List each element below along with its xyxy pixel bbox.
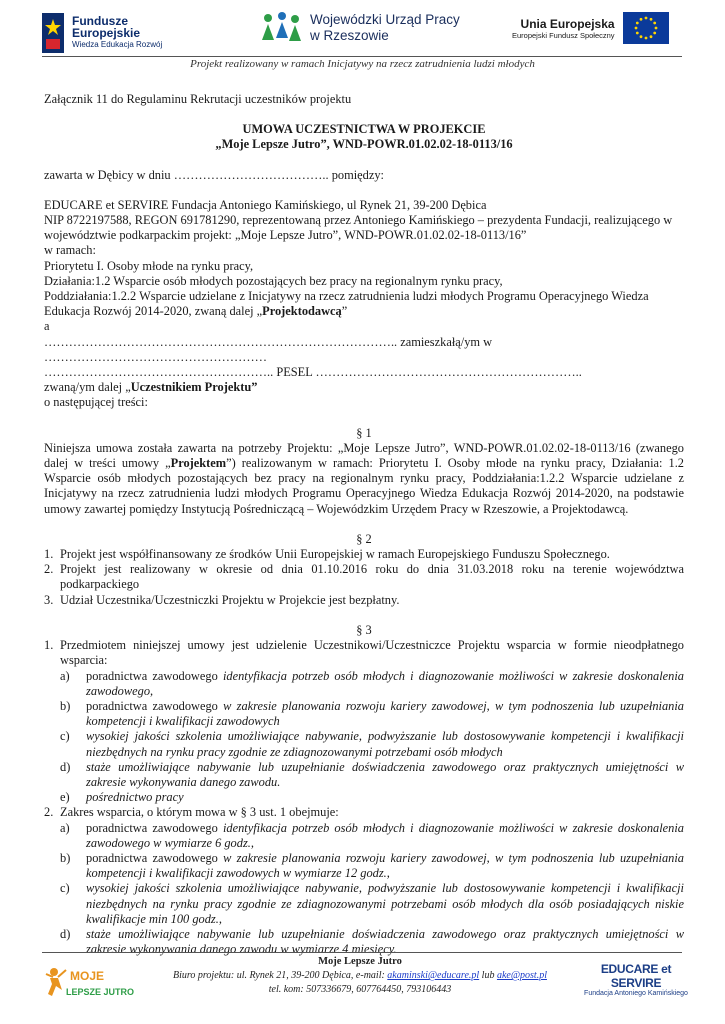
party-line-5: Działania:1.2 Wsparcie osób młodych pozostających bez pracy na regionalnym rynku pracy, (44, 273, 503, 288)
fe-line-2: Europejskie (72, 26, 141, 40)
section-3-point-1-list (44, 669, 684, 806)
eu-flag-icon (623, 12, 669, 44)
moje-logo-text-1: MOJE (70, 969, 105, 983)
doc-title-1: UMOWA UCZESTNICTWA W PROJEKCIE (242, 122, 486, 137)
attachment-line: Załącznik 11 do Regulaminu Rekrutacji uczestników projektu (44, 92, 352, 106)
section-3-point-1: 1. Przedmiotem niniejszej umowy jest udzielenie Uczestnikowi/Uczestniczce Projektu wsparcia w formie nieodpłatnego wsparcia: (44, 638, 684, 668)
unia-europejska-logo (512, 12, 669, 44)
header-caption: Projekt realizowany w ramach Inicjatywy na rzecz zatrudnienia ludzi młodych (190, 58, 535, 70)
fe-line-1: Fundusze (72, 14, 128, 28)
sub-list-item: b) poradnictwa zawodowego w zakresie planowania rozwoju kariery zawodowej, w tym podnoszenia lub uzupełniania kompetencji i kwalifikacji zawodowych (60, 698, 684, 729)
footer-divider (42, 952, 682, 953)
participant-fill-line-1: ………………………………………………………………………….. zamieszkałą/ym w ……………………………………………… (44, 334, 493, 364)
moje-lepsze-jutro-logo (44, 962, 135, 1002)
uczestnik-term: Uczestnikiem Projektu” (130, 380, 258, 395)
wup-line-2: w Rzeszowie (310, 28, 389, 43)
email-link-1[interactable]: akaminski@educare.pl (387, 970, 480, 981)
sub-list-item: d) staże umożliwiające nabywanie lub uzupełnianie doświadczenia zawodowego oraz praktycznych umiejętności w zakresie wykonywania danego zawodu. (60, 759, 684, 789)
educare-logo-text: EDUCARE et SERVIRE (600, 962, 672, 990)
list-item: 1. Projekt jest współfinansowany ze środków Unii Europejskiej w ramach Europejskiego Funduszu Społecznego. (44, 547, 610, 562)
section-2-heading: § 2 (356, 531, 372, 546)
educare-logo-subtext: Fundacja Antoniego Kamińskiego (584, 990, 688, 997)
footer-title: Moje Lepsze Jutro (318, 956, 402, 967)
footer-text (140, 955, 580, 997)
section-3-point-2-list (44, 821, 684, 958)
participant-fill-line-2: ……………………………………………….. PESEL ……………………………………………………….. (44, 365, 582, 380)
page-header (0, 0, 725, 70)
sub-list-item: a) poradnictwa zawodowego identyfikacja potrzeb osób młodych i diagnozowanie możliwości w zakresie doskonalenia zawodowego, (60, 668, 684, 698)
ue-line-1: Unia Europejska (520, 16, 615, 31)
sub-list-item: c) wysokiej jakości szkolenia umożliwiające nabywanie, podwyższanie lub dostosowywanie kompetencji i kwalifikacji niezbędnych na rynku pracy zgodnie ze zdiagnozowanymi potrzebami osób młodych dla osób posiadających niskie kwalifikacje min 100 godz., (60, 881, 684, 926)
header-divider (42, 56, 682, 57)
document-body (44, 92, 684, 957)
party-line-1: EDUCARE et SERVIRE Fundacja Antoniego Kamińskiego, ul Rynek 21, 39-200 Dębica (44, 197, 487, 212)
section-1-text: Niniejsza umowa została zawarta na potrzeby Projektu: „Moje Lepsze Jutro”, WND-POWR.01.02.02-18-0113/16 (zwanego dalej w treści umowy „Projektem”) realizowanym w ramach: Priorytetu I. Osoby młode na rynku pracy, Działania: 1.2 Wsparcie osób młodych pozostających bez pracy na regionalnym rynku pracy, Poddziałania:1.2.2 Wsparcie udzielane z Inicjatywy na rzecz zatrudnienia ludzi młodych Programu Operacyjnego Wiedza Edukacja Rozwój 2014-2020, na podstawie umowy zawartej pomiędzy Instytucją Pośredniczącą – Wojewódzkim Urzędem Pracy w Rzeszowie, a Projektodawcą. (44, 440, 684, 516)
section-3-heading: § 3 (356, 622, 372, 637)
footer-phones: tel. kom: 507336679, 607764450, 793106443 (268, 984, 452, 995)
list-item: 2. Projekt jest realizowany w okresie od dnia 01.10.2016 roku do dnia 31.03.2018 roku na terenie województwa podkarpackiego (44, 562, 684, 592)
wup-line-1: Wojewódzki Urząd Pracy (310, 12, 460, 27)
party-line-3: w ramach: (44, 243, 96, 258)
section-3-point-2: 2. Zakres wsparcia, o którym mowa w § 3 ust. 1 obejmuje: (44, 805, 339, 820)
sub-list-item: e) pośrednictwo pracy (60, 790, 184, 805)
sub-list-item: c) wysokiej jakości szkolenia umożliwiające nabywanie, podwyższanie lub dostosowywanie kompetencji i kwalifikacji niezbędnych na rynku pracy zgodnie ze zdiagnozowanymi potrzebami osób młodych (60, 729, 684, 759)
section-1-heading: § 1 (356, 425, 372, 440)
list-item: 3. Udział Uczestnika/Uczestniczki Projektu w Projekcie jest bezpłatny. (44, 592, 400, 607)
party-line-6: Poddziałania:1.2.2 Wsparcie udzielane z Inicjatywy na rzecz zatrudnienia ludzi młodych Programu Operacyjnego Wiedza Edukacja Rozwój 2014-2020, zwaną dalej „Projektodawcą” (44, 289, 649, 319)
party-line-2: NIP 8722197588, REGON 691781290, reprezentowaną przez Antoniego Kamińskiego – prezydenta Fundacji, realizującego w województwie podkarpackim projekt: „Moje Lepsze Jutro”, WND-POWR.01.02.02-18-0113/16” (44, 213, 673, 243)
called-line: zwaną/ym dalej „Uczestnikiem Projektu” (44, 380, 258, 395)
sub-list-item: d) staże umożliwiające nabywanie lub uzupełnianie doświadczenia zawodowego oraz praktycznych umiejętności w zakresie wykonywania danego zawodu w wymiarze 4 miesięcy. (60, 926, 684, 957)
educare-logo (584, 962, 688, 997)
following-line: o następującej treści: (44, 395, 148, 410)
projektodawca-term: Projektodawcą (262, 304, 342, 319)
wup-figures-icon (258, 10, 304, 46)
section-2-list (44, 547, 684, 608)
footer-address: Biuro projektu: ul. Rynek 21, 39-200 Dębica, e-mail: akaminski@educare.pl lub ake@post.pl (173, 970, 547, 981)
party-line-4: Priorytetu I. Osoby młode na rynku pracy, (44, 258, 254, 273)
projekt-term: Projektem (170, 456, 227, 471)
moje-logo-text-2: LEPSZE JUTRO (66, 987, 135, 997)
email-link-2[interactable]: ake@post.pl (496, 970, 547, 981)
fundusze-europejskie-logo (42, 10, 162, 56)
ue-line-2: Europejski Fundusz Społeczny (512, 30, 615, 40)
concluded-line: zawarta w Dębicy w dniu ……………………………….. pomiędzy: (44, 167, 384, 182)
wup-logo (258, 10, 460, 46)
sub-list-item: b) poradnictwa zawodowego w zakresie planowania rozwoju kariery zawodowej, w tym podnoszenia lub uzupełniania kompetencji i kwalifikacji zawodowych w wymiarze 12 godz., (60, 850, 684, 881)
fe-line-3: Wiedza Edukacja Rozwój (72, 40, 163, 49)
sub-list-item: a) poradnictwa zawodowego identyfikacja potrzeb osób młodych i diagnozowanie możliwości w zakresie doskonalenia zawodowego w wymiarze 6 godz., (60, 820, 684, 850)
fe-stars-icon (42, 13, 64, 53)
and-line: a (44, 319, 50, 334)
doc-title-2: „Moje Lepsze Jutro”, WND-POWR.01.02.02-18-0113/16 (215, 137, 513, 152)
